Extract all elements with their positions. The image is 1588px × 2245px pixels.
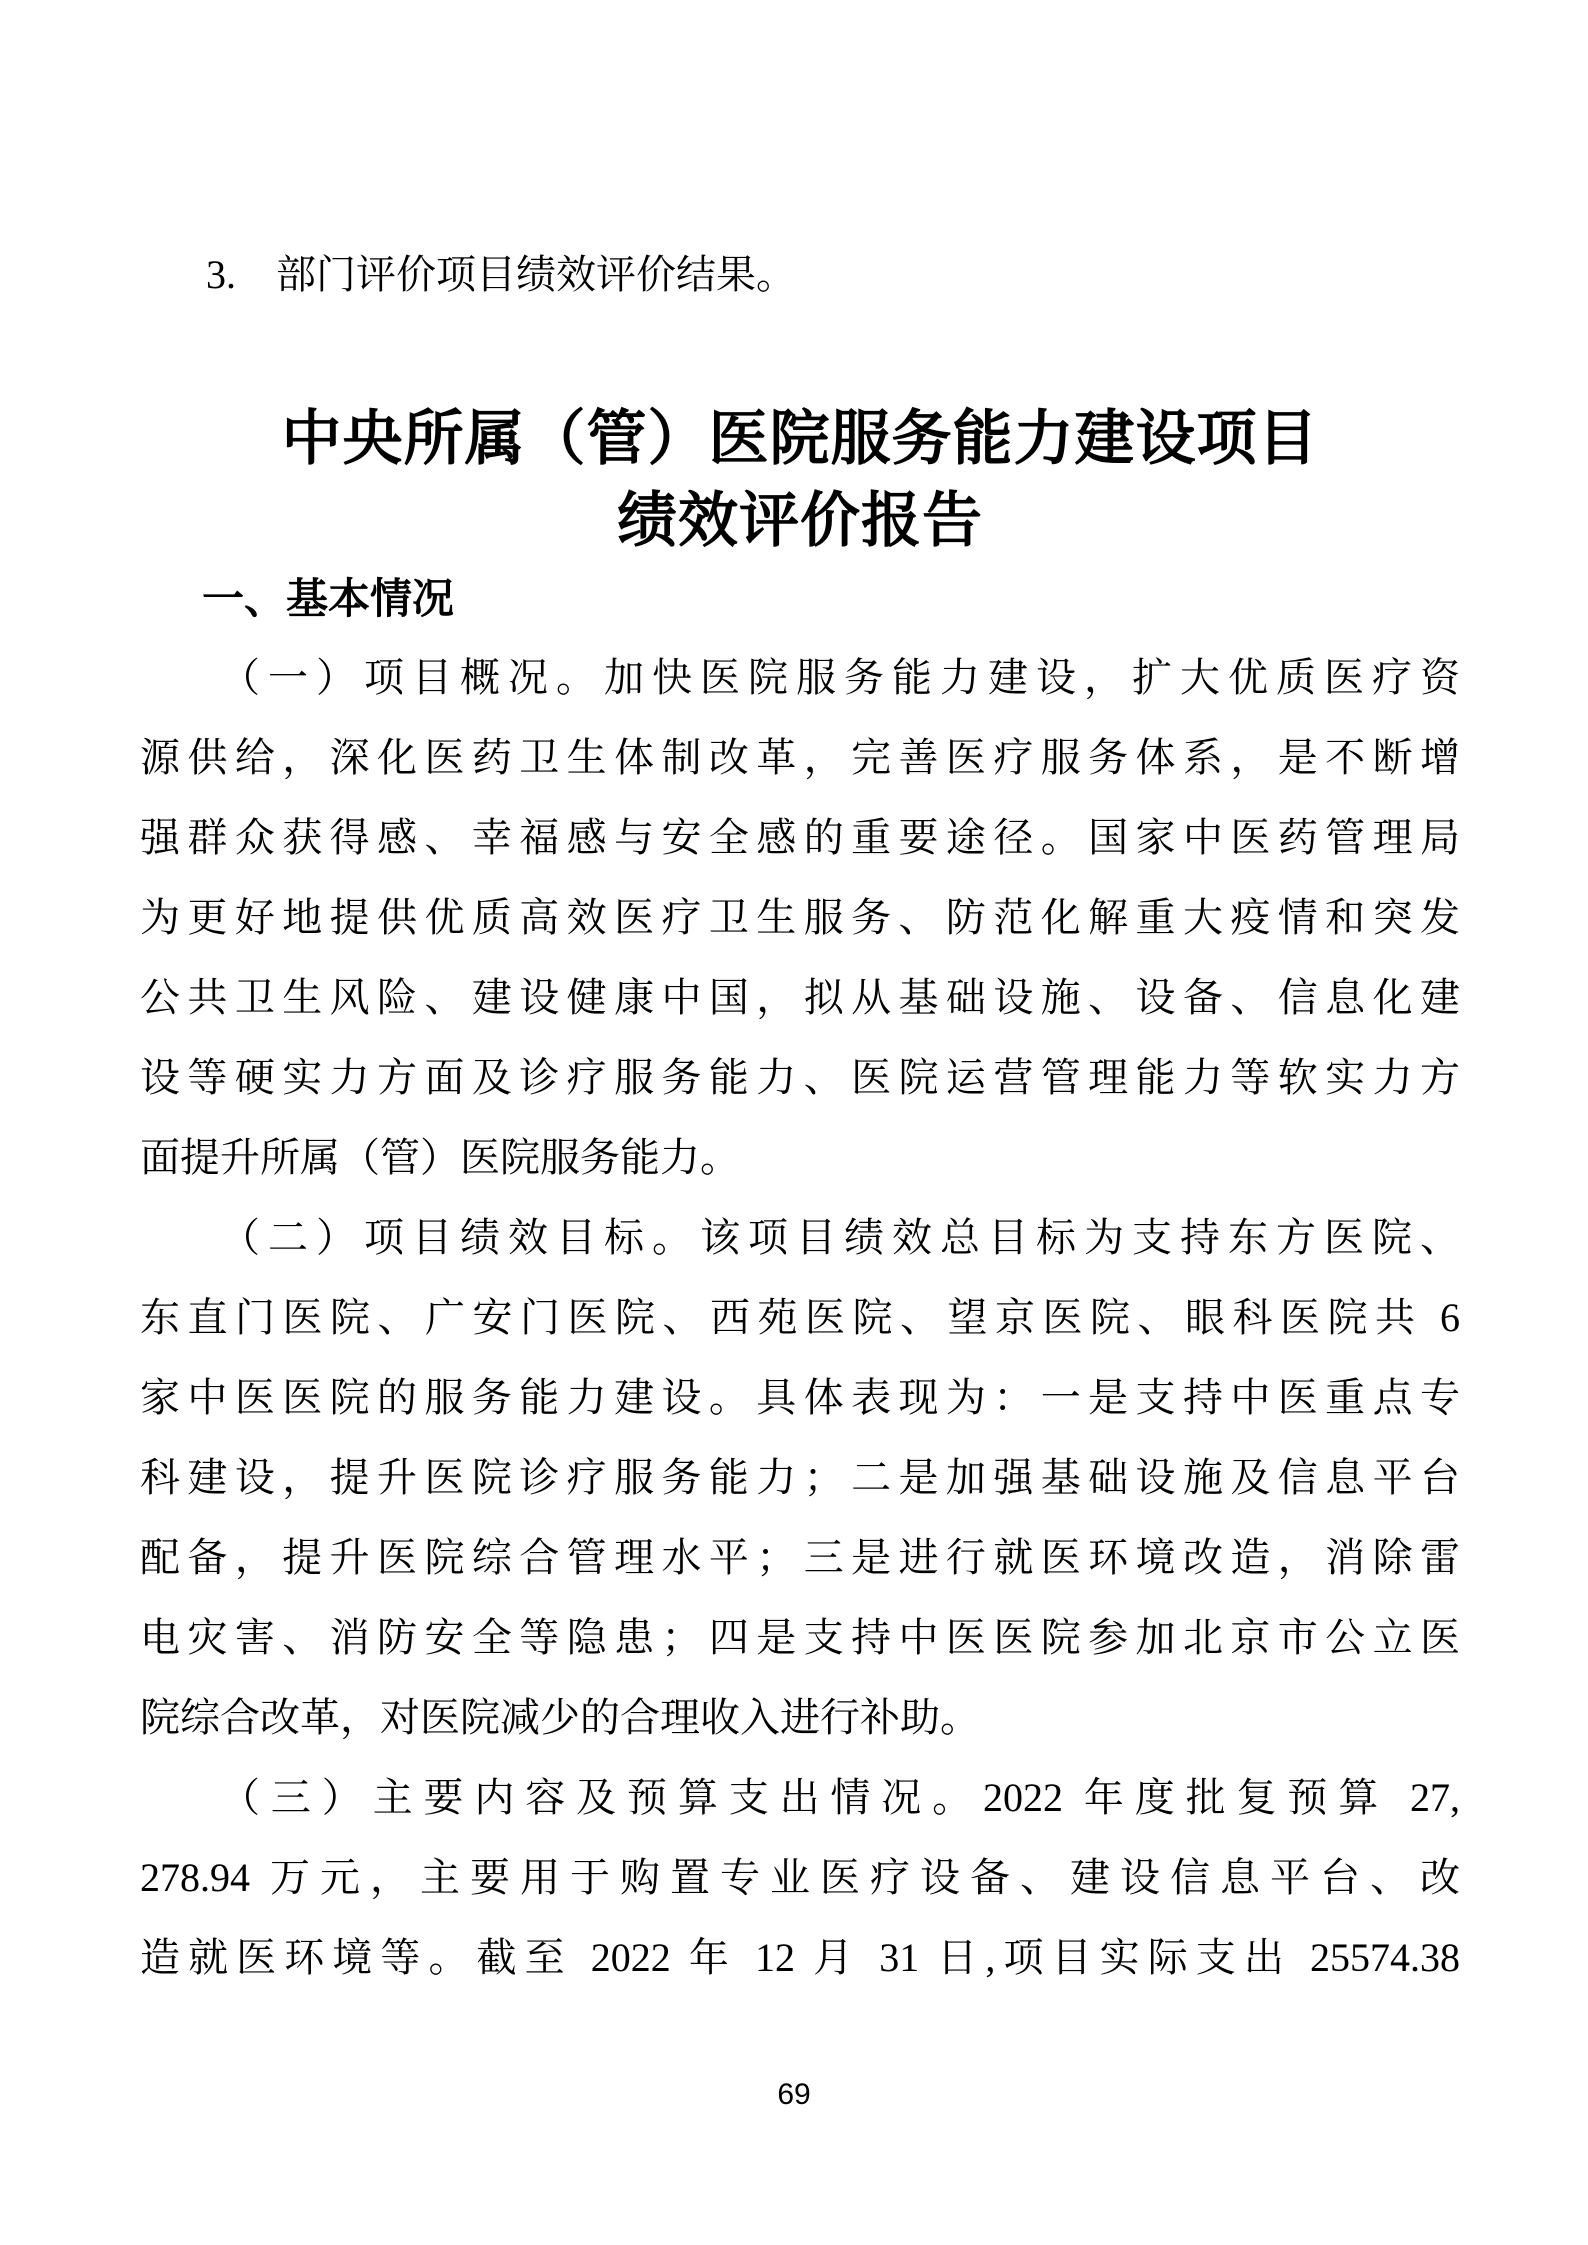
page-content: [140, 0, 1460, 1998]
body-text-line: 院综合改革，对医院减少的合理收入进行补助。: [140, 1695, 980, 1740]
paragraph: [140, 1758, 1460, 1998]
paragraph: [140, 638, 1460, 1198]
body-text-line: 278.94 万元，主要用于购置专业医疗设备、建设信息平台、改: [140, 1855, 1460, 1900]
body-text-line: 源供给，深化医药卫生体制改革，完善医疗服务体系，是不断增: [140, 735, 1460, 780]
body-text-line: 东直门医院、广安门医院、西苑医院、望京医院、眼科医院共 6: [140, 1295, 1460, 1340]
body-text-line: 家中医医院的服务能力建设。具体表现为：一是支持中医重点专: [140, 1375, 1460, 1420]
page-number: 69: [777, 2078, 811, 2111]
report-title: [140, 398, 1460, 562]
body-text-line: 造就医环境等。截至 2022 年 12 月 31 日,项目实际支出 25574.38: [140, 1935, 1460, 1980]
report-title-line-1: 中央所属（管）医院服务能力建设项目: [281, 405, 1319, 472]
report-title-line-2: 绩效评价报告: [617, 487, 983, 554]
body-text-line: 为更好地提供优质高效医疗卫生服务、防范化解重大疫情和突发: [140, 895, 1460, 940]
body-text-line: （三）主要内容及预算支出情况。2022 年度批复预算 27,: [220, 1775, 1460, 1820]
body-text-line: （二）项目绩效目标。该项目绩效总目标为支持东方医院、: [220, 1215, 1460, 1260]
body-text-line: 配备，提升医院综合管理水平；三是进行就医环境改造，消除雷: [140, 1535, 1460, 1580]
body-text-line: 面提升所属（管）医院服务能力。: [140, 1135, 740, 1180]
body-text-line: （一）项目概况。加快医院服务能力建设，扩大优质医疗资: [220, 655, 1460, 700]
body-paragraphs: [140, 638, 1460, 1998]
body-text-line: 科建设，提升医院诊疗服务能力；二是加强基础设施及信息平台: [140, 1455, 1460, 1500]
body-text-line: 强群众获得感、幸福感与安全感的重要途径。国家中医药管理局: [140, 815, 1460, 860]
body-text-line: 电灾害、消防安全等隐患；四是支持中医医院参加北京市公立医: [140, 1615, 1460, 1660]
body-text-line: 公共卫生风险、建设健康中国，拟从基础设施、设备、信息化建: [140, 975, 1460, 1020]
numbered-list-item: 3. 部门评价项目绩效评价结果。: [206, 252, 796, 297]
paragraph: [140, 1198, 1460, 1758]
body-text-line: 设等硬实力方面及诊疗服务能力、医院运营管理能力等软实力方: [140, 1055, 1460, 1100]
section-heading-basic-info: 一、基本情况: [202, 575, 455, 622]
